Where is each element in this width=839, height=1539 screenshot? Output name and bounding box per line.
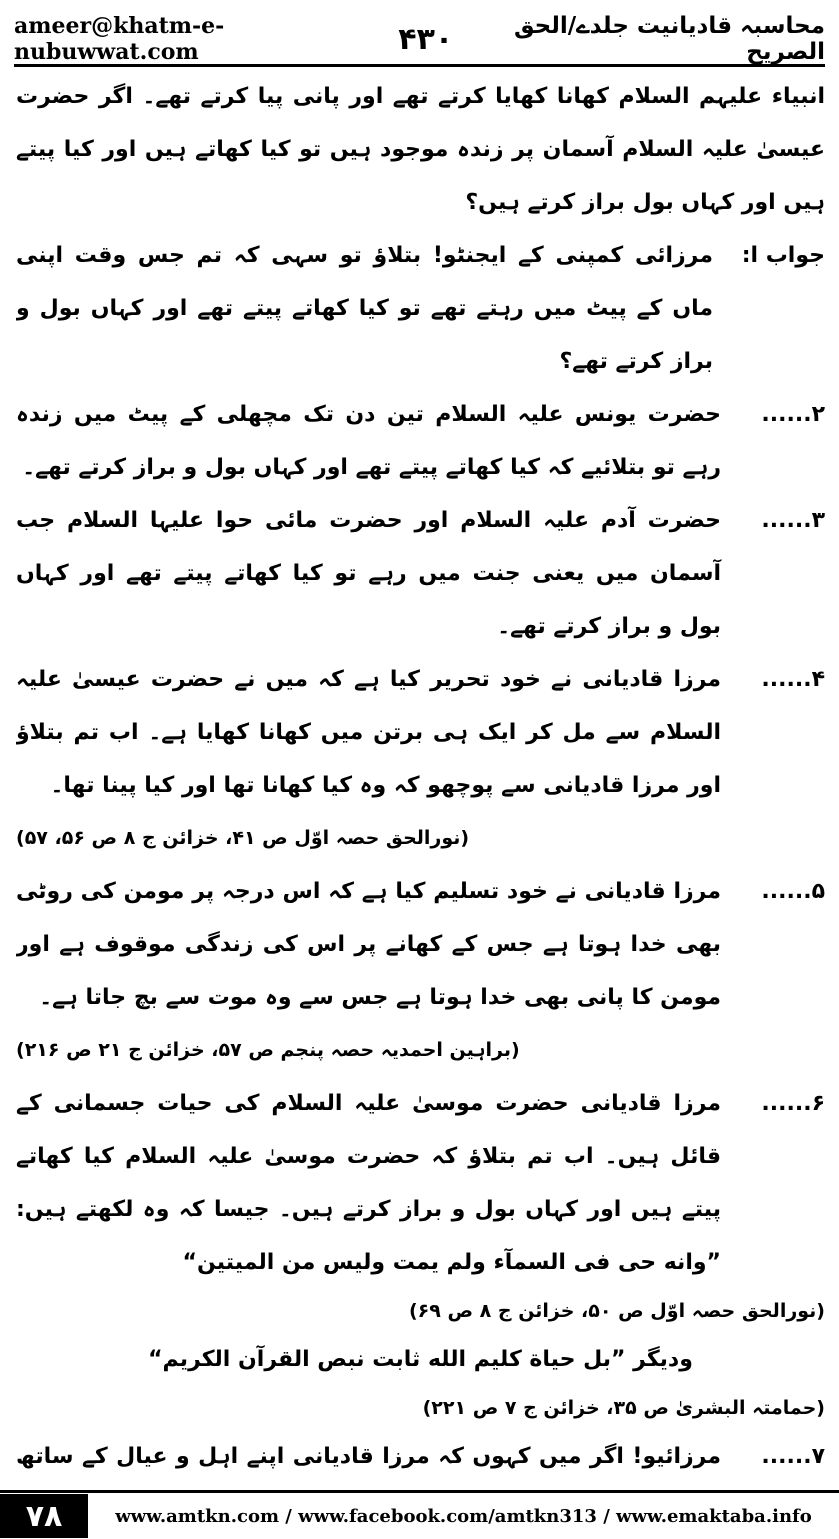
arabic-quote: ”وانه حی فی السمآء ولم یمت ولیس من المیتین“: [182, 1250, 721, 1275]
item-number: ۳......: [761, 508, 825, 533]
list-item: [16, 494, 825, 653]
list-item: [16, 1430, 825, 1489]
citation: (نورالحق حصہ اوّل ص ۵۰، خزائن ج ۸ ص ۶۹): [408, 1300, 825, 1322]
item-number: ۴......: [761, 667, 825, 692]
intro-paragraph: انبیاء علیہم السلام کھانا کھایا کرتے تھے اور پانی پیا کرتے تھے۔ اگر حضرت عیسیٰ علیہ السلام آسمان پر زندہ موجود ہیں تو کیا کھاتے ہیں اور کیا پیتے ہیں اور کہاں بول براز کرتے ہیں؟: [16, 84, 825, 215]
quote-prefix: ودیگر: [633, 1347, 693, 1372]
page-footer: [0, 1490, 839, 1539]
item-body: [16, 1077, 721, 1289]
list-item: [16, 229, 825, 388]
list-item: [16, 865, 825, 1077]
page-body: [16, 70, 825, 1489]
list-item: [16, 388, 825, 494]
list-item: [16, 1077, 825, 1289]
page-header: [14, 14, 825, 67]
item-number: جواب ا:: [741, 243, 825, 268]
citation: (براہین احمدیہ حصہ پنجم ص ۵۷، خزائن ج ۲۱ ص ۲۱۶): [16, 1039, 520, 1061]
list-item: [16, 653, 825, 865]
item-number: ۶......: [761, 1091, 825, 1116]
citation: (نورالحق حصہ اوّل ص ۴۱، خزائن ج ۸ ص ۵۶، ۵۷): [16, 827, 470, 849]
header-left: [14, 13, 453, 65]
header-email[interactable]: ameer@khatm-e-nubuwwat.com: [14, 13, 225, 65]
item-body: [16, 865, 721, 1077]
item-text: حضرت آدم علیہ السلام اور حضرت مائی حوا علیہا السلام جب آسمان میں یعنی جنت میں رہے تو کیا کھاتے پیتے تھے اور کہاں بول و براز کرتے تھے۔: [16, 508, 721, 639]
header-book-title: محاسبہ قادیانیت جلدے/الحق الصریح: [513, 13, 825, 65]
quote-line: [16, 1333, 825, 1386]
item-body: [16, 653, 721, 865]
item-text: مرزا قادیانی نے خود تحریر کیا ہے کہ میں نے حضرت عیسیٰ علیہ السلام سے مل کر ایک ہی برتن میں کھانا کھایا ہے۔ اب تم بتلاؤ اور مرزا قادیانی سے پوچھو کہ وہ کیا کھانا تھا اور کیا پینا تھا۔: [16, 667, 721, 798]
header-page-number: ۴۳۰: [398, 21, 454, 57]
item-number: ۵......: [761, 879, 825, 904]
item-text: مرزا قادیانی نے خود تسلیم کیا ہے کہ اس درجہ پر مومن کی روٹی بھی خدا ہوتا ہے جس کے کھانے پر اس کی زندگی موقوف ہے اور مومن کا پانی بھی خدا ہوتا ہے جس سے وہ موت سے بچ جاتا ہے۔: [16, 879, 721, 1010]
item-text: مرزا قادیانی حضرت موسیٰ علیہ السلام کی حیات جسمانی کے قائل ہیں۔ اب تم بتلاؤ کہ حضرت موسیٰ علیہ السلام کیا کھاتے پیتے ہیں اور کہاں بول و براز کرتے ہیں۔ جیسا کہ وہ لکھتے ہیں:: [16, 1091, 721, 1222]
item-text: مرزائی کمپنی کے ایجنٹو! بتلاؤ تو سہی کہ تم جس وقت اپنی ماں کے پیٹ میں رہتے تھے تو کیا کھاتے پیتے تھے اور کہاں بول و براز کرتے تھے؟: [16, 243, 713, 374]
citation: (حمامتہ البشریٰ ص ۳۵، خزائن ج ۷ ص ۲۲۱): [422, 1397, 825, 1419]
footer-links[interactable]: www.amtkn.com / www.facebook.com/amtkn313 / www.emaktaba.info: [115, 1505, 812, 1527]
footer-page-number: ۷۸: [0, 1494, 88, 1538]
item-number: ۷......: [761, 1444, 825, 1469]
arabic-quote: ”بل حیاة کلیم الله ثابت نبص القرآن الکریم“: [148, 1347, 626, 1372]
item-text: مرزائیو! اگر میں کہوں کہ مرزا قادیانی اپنے اہل و عیال کے ساتھ: [16, 1444, 721, 1469]
item-number: ۲......: [761, 402, 825, 427]
item-text: حضرت یونس علیہ السلام تین دن تک مچھلی کے پیٹ میں زندہ رہے تو بتلائیے کہ کیا کھاتے پیتے تھے اور کہاں بول و براز کرتے تھے۔: [16, 402, 721, 480]
